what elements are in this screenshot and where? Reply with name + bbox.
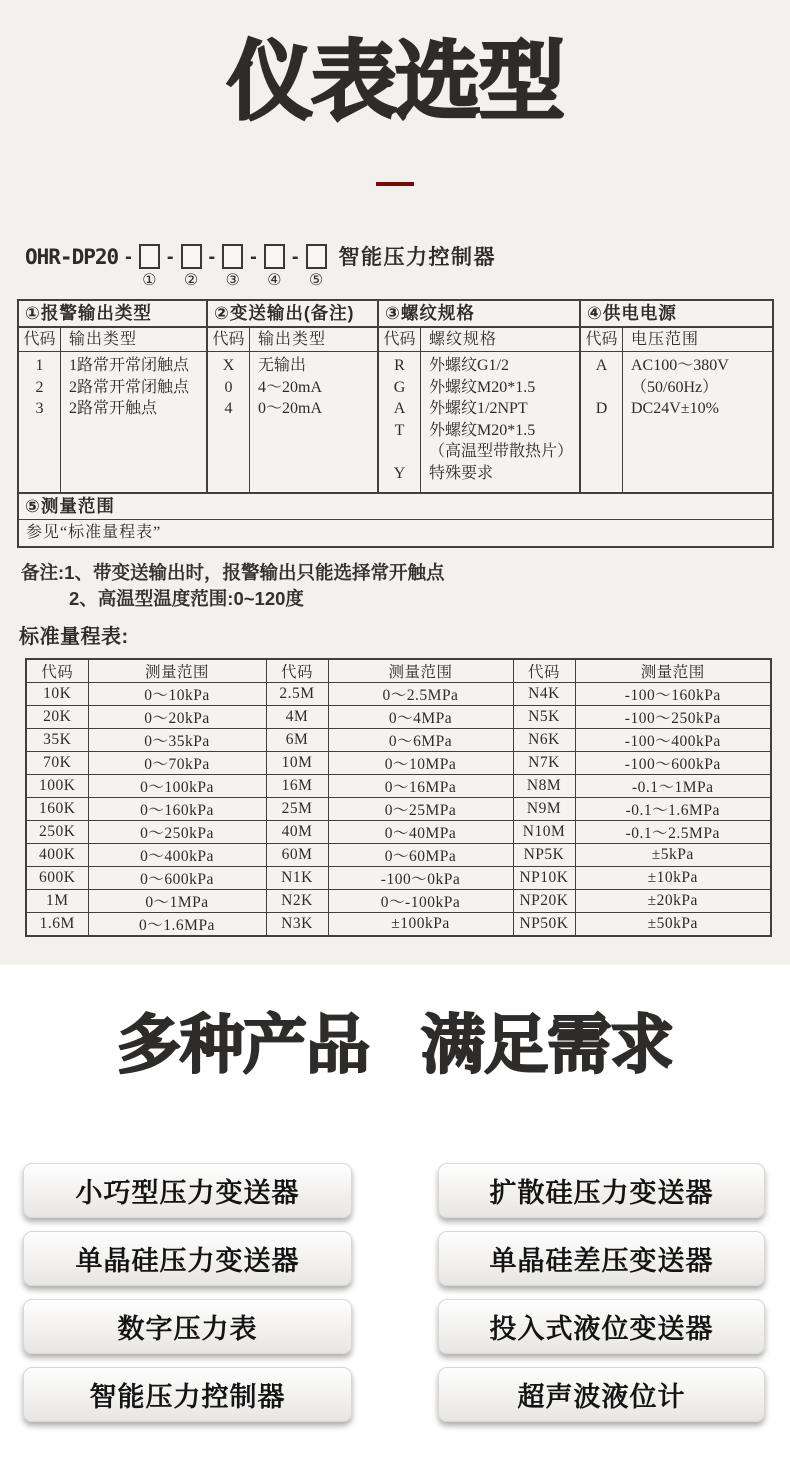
product-button[interactable]: 智能压力控制器: [23, 1367, 352, 1422]
model-separator-dash: -: [125, 246, 132, 269]
range-header-cell: 测量范围: [328, 659, 513, 683]
model-box-unit: [264, 244, 285, 289]
range-code-cell: 20K: [26, 706, 88, 729]
selection-column-header: ③螺纹规格: [379, 301, 579, 328]
range-value-cell: 0～70kPa: [88, 752, 266, 775]
range-table-row: [26, 913, 771, 937]
range-code-cell: 100K: [26, 775, 88, 798]
code-cell: [581, 377, 622, 399]
range-code-cell: N3K: [266, 913, 328, 937]
range-value-cell: 0～35kPa: [88, 729, 266, 752]
range-value-cell: 0～10MPa: [328, 752, 513, 775]
code-cell: R: [394, 357, 405, 375]
label-cells: [623, 352, 772, 492]
range-value-cell: 0～250kPa: [88, 821, 266, 844]
subheader-code: 代码: [208, 328, 250, 351]
products-heading-right: 满足需求: [421, 1009, 673, 1081]
range-code-cell: N9M: [513, 798, 575, 821]
code-cell: D: [595, 400, 608, 418]
range-value-cell: -0.1～1.6MPa: [575, 798, 771, 821]
label-cell: 外螺纹1/2NPT: [429, 400, 528, 418]
model-box-number: ②: [183, 272, 199, 290]
selection-column-header: ①报警输出类型: [19, 301, 206, 328]
model-box-number: ①: [142, 272, 157, 290]
code-cell: A: [393, 400, 406, 418]
range-value-cell: 0～4MPa: [328, 706, 513, 729]
range-value-cell: 0～100kPa: [88, 775, 266, 798]
range-table-row: [26, 729, 771, 752]
product-button[interactable]: 小巧型压力变送器: [23, 1163, 352, 1218]
label-cell: （高温型带散热片）: [429, 443, 574, 461]
range-value-cell: 0～40MPa: [328, 821, 513, 844]
selection-subheader-row: [208, 328, 377, 352]
subheader-code: 代码: [581, 328, 623, 351]
range-value-cell: -100～160kPa: [575, 683, 771, 706]
range-header-cell: 代码: [266, 659, 328, 683]
range-code-cell: 160K: [26, 798, 88, 821]
label-cells: [421, 352, 579, 492]
selection-column: [19, 301, 208, 492]
range-code-cell: N8M: [513, 775, 575, 798]
code-cells: [19, 352, 61, 492]
range-code-cell: N6K: [513, 729, 575, 752]
selection-table: [17, 299, 774, 548]
note-line-1: 备注:1、带变送输出时，报警输出只能选择常开触点: [21, 562, 445, 584]
range-table-row: [26, 683, 771, 706]
range-header-cell: 代码: [26, 659, 88, 683]
range-table-row: [26, 821, 771, 844]
code-cell: Y: [393, 464, 406, 482]
label-cell: 外螺纹M20*1.5: [429, 378, 536, 396]
model-suffix: 智能压力控制器: [338, 246, 497, 270]
range-table-header-row: [26, 659, 771, 683]
model-box-unit: [222, 244, 243, 289]
range-value-cell: ±5kPa: [575, 844, 771, 867]
title-accent-dash: [376, 182, 414, 186]
label-cell: 0～20mA: [258, 400, 323, 418]
range-value-cell: ±50kPa: [575, 913, 771, 937]
code-cell: 1: [35, 357, 44, 375]
range-value-cell: ±20kPa: [575, 890, 771, 913]
range-code-cell: 10K: [26, 683, 88, 706]
code-cells: [581, 352, 623, 492]
code-cell: 2: [35, 378, 44, 396]
range-value-cell: -100～250kPa: [575, 706, 771, 729]
notes-block: [21, 560, 790, 612]
range-code-cell: NP5K: [513, 844, 575, 867]
range-table-row: [26, 775, 771, 798]
model-box-number: ④: [267, 272, 282, 290]
range-code-cell: 25M: [266, 798, 328, 821]
selection-column-body: [379, 352, 579, 492]
range-code-cell: 6M: [266, 729, 328, 752]
selection-column-header: ②变送输出(备注): [208, 301, 377, 328]
range-value-cell: ±10kPa: [575, 867, 771, 890]
subheader-label: 螺纹规格: [429, 331, 498, 349]
range-value-cell: -100～400kPa: [575, 729, 771, 752]
range-value-cell: 0～400kPa: [88, 844, 266, 867]
label-cell: 无输出: [258, 357, 307, 375]
label-cells: [61, 352, 206, 492]
model-separator-dash: -: [166, 246, 174, 269]
product-button[interactable]: 超声波液位计: [438, 1367, 765, 1422]
code-cell: G: [393, 378, 406, 396]
code-cell: 4: [224, 400, 233, 418]
range-value-cell: 0～6MPa: [328, 729, 513, 752]
label-cells: [250, 352, 377, 492]
model-box-unit: [139, 244, 160, 289]
range-code-cell: 400K: [26, 844, 88, 867]
range-code-cell: 70K: [26, 752, 88, 775]
label-cell: （50/60Hz）: [631, 378, 719, 396]
range-value-cell: -0.1～2.5MPa: [575, 821, 771, 844]
range-table-label: 标准量程表:: [19, 626, 129, 649]
label-cell: 2路常开常闭触点: [69, 378, 190, 396]
label-cell: DC24V±10%: [631, 400, 719, 418]
selection-column-body: [208, 352, 377, 492]
code-cell: X: [222, 357, 235, 375]
label-cell: AC100～380V: [631, 357, 729, 375]
range-value-cell: 0～25MPa: [328, 798, 513, 821]
label-cell: 1路常开常闭触点: [69, 357, 190, 375]
range-code-cell: N1K: [266, 867, 328, 890]
measure-range-header: ⑤测量范围: [19, 492, 772, 519]
model-box-number: ③: [225, 272, 240, 290]
model-box-number: ⑤: [308, 272, 324, 290]
code-cells: [208, 352, 250, 492]
product-button[interactable]: 扩散硅压力变送器: [438, 1163, 765, 1218]
product-button[interactable]: 数字压力表: [23, 1299, 352, 1354]
range-value-cell: 0～60MPa: [328, 844, 513, 867]
range-code-cell: 600K: [26, 867, 88, 890]
range-table-row: [26, 867, 771, 890]
range-code-cell: 2.5M: [266, 683, 328, 706]
range-code-cell: 16M: [266, 775, 328, 798]
range-header-cell: 测量范围: [575, 659, 771, 683]
range-value-cell: 0～16MPa: [328, 775, 513, 798]
range-value-cell: 0～1.6MPa: [88, 913, 266, 937]
range-code-cell: N5K: [513, 706, 575, 729]
subheader-code: 代码: [379, 328, 421, 351]
range-value-cell: 0～600kPa: [88, 867, 266, 890]
range-code-cell: 10M: [266, 752, 328, 775]
code-cell: A: [595, 357, 608, 375]
range-value-cell: 0～20kPa: [88, 706, 266, 729]
code-cell: T: [394, 421, 405, 439]
subheader-label: 电压范围: [631, 331, 700, 349]
range-code-cell: NP10K: [513, 867, 575, 890]
model-code-line: [25, 244, 790, 289]
selection-column-header: ④供电电源: [581, 301, 772, 328]
selection-column-body: [581, 352, 772, 492]
range-value-cell: 0～-100kPa: [328, 890, 513, 913]
selection-table-columns: [19, 301, 772, 492]
range-value-cell: 0～10kPa: [88, 683, 266, 706]
product-button[interactable]: 单晶硅压力变送器: [23, 1231, 352, 1286]
range-table-row: [26, 752, 771, 775]
range-code-cell: 4M: [266, 706, 328, 729]
subheader-label: 输出类型: [69, 331, 138, 349]
model-separator-dash: -: [208, 246, 216, 269]
label-cell: 特殊要求: [429, 464, 494, 482]
range-header-cell: 测量范围: [88, 659, 266, 683]
range-value-cell: -100～0kPa: [328, 867, 513, 890]
model-separator-dash: -: [250, 246, 257, 269]
code-cell: 0: [224, 378, 233, 396]
code-cell: [379, 441, 420, 463]
page-title: 仪表选型: [227, 34, 563, 130]
subheader-label: 输出类型: [258, 331, 327, 349]
range-code-cell: 250K: [26, 821, 88, 844]
range-code-cell: 1.6M: [26, 913, 88, 937]
code-cell: 3: [35, 400, 44, 418]
label-cell: 外螺纹M20*1.5: [429, 421, 536, 439]
range-table-row: [26, 706, 771, 729]
selection-subheader-row: [19, 328, 206, 352]
range-code-cell: 35K: [26, 729, 88, 752]
model-box-unit: [306, 244, 327, 289]
range-code-cell: N4K: [513, 683, 575, 706]
range-header-cell: 代码: [513, 659, 575, 683]
range-value-cell: 0～2.5MPa: [328, 683, 513, 706]
range-value-cell: 0～1MPa: [88, 890, 266, 913]
range-table-row: [26, 844, 771, 867]
label-cell: 2路常开触点: [69, 400, 158, 418]
products-section: [0, 965, 790, 1468]
selection-column: [581, 301, 772, 492]
code-cells: [379, 352, 421, 492]
range-value-cell: ±100kPa: [328, 913, 513, 937]
range-table-row: [26, 798, 771, 821]
product-button[interactable]: 投入式液位变送器: [438, 1299, 765, 1354]
range-code-cell: N2K: [266, 890, 328, 913]
range-value-cell: 0～160kPa: [88, 798, 266, 821]
selection-subheader-row: [581, 328, 772, 352]
range-code-cell: N10M: [513, 821, 575, 844]
label-cell: 4～20mA: [258, 378, 323, 396]
range-code-cell: 60M: [266, 844, 328, 867]
selection-column: [208, 301, 379, 492]
range-value-cell: -0.1～1MPa: [575, 775, 771, 798]
range-code-cell: 1M: [26, 890, 88, 913]
model-code-box: [139, 244, 160, 269]
products-heading-left: 多种产品: [117, 1009, 369, 1081]
model-code-box: [306, 244, 327, 269]
model-boxes: [118, 244, 326, 289]
model-separator-dash: -: [291, 246, 299, 269]
range-code-cell: N7K: [513, 752, 575, 775]
subheader-code: 代码: [19, 328, 61, 351]
model-code-box: [181, 244, 202, 269]
model-code-box: [222, 244, 243, 269]
products-heading: [0, 965, 790, 1081]
range-code-cell: 40M: [266, 821, 328, 844]
range-code-cell: NP50K: [513, 913, 575, 937]
label-cell: 外螺纹G1/2: [429, 357, 510, 375]
note-line-2: 2、高温型温度范围:0~120度: [69, 588, 304, 610]
selection-column-body: [19, 352, 206, 492]
selection-column: [379, 301, 581, 492]
selection-subheader-row: [379, 328, 579, 352]
model-code-box: [264, 244, 285, 269]
standard-range-table: [25, 658, 772, 937]
product-buttons: [23, 1163, 790, 1422]
model-prefix: OHR-DP20: [25, 245, 119, 270]
product-button[interactable]: 单晶硅差压变送器: [438, 1231, 765, 1286]
range-value-cell: -100～600kPa: [575, 752, 771, 775]
range-table-row: [26, 890, 771, 913]
model-box-unit: [181, 244, 202, 289]
measure-range-note: 参见“标准量程表”: [19, 519, 772, 546]
range-code-cell: NP20K: [513, 890, 575, 913]
